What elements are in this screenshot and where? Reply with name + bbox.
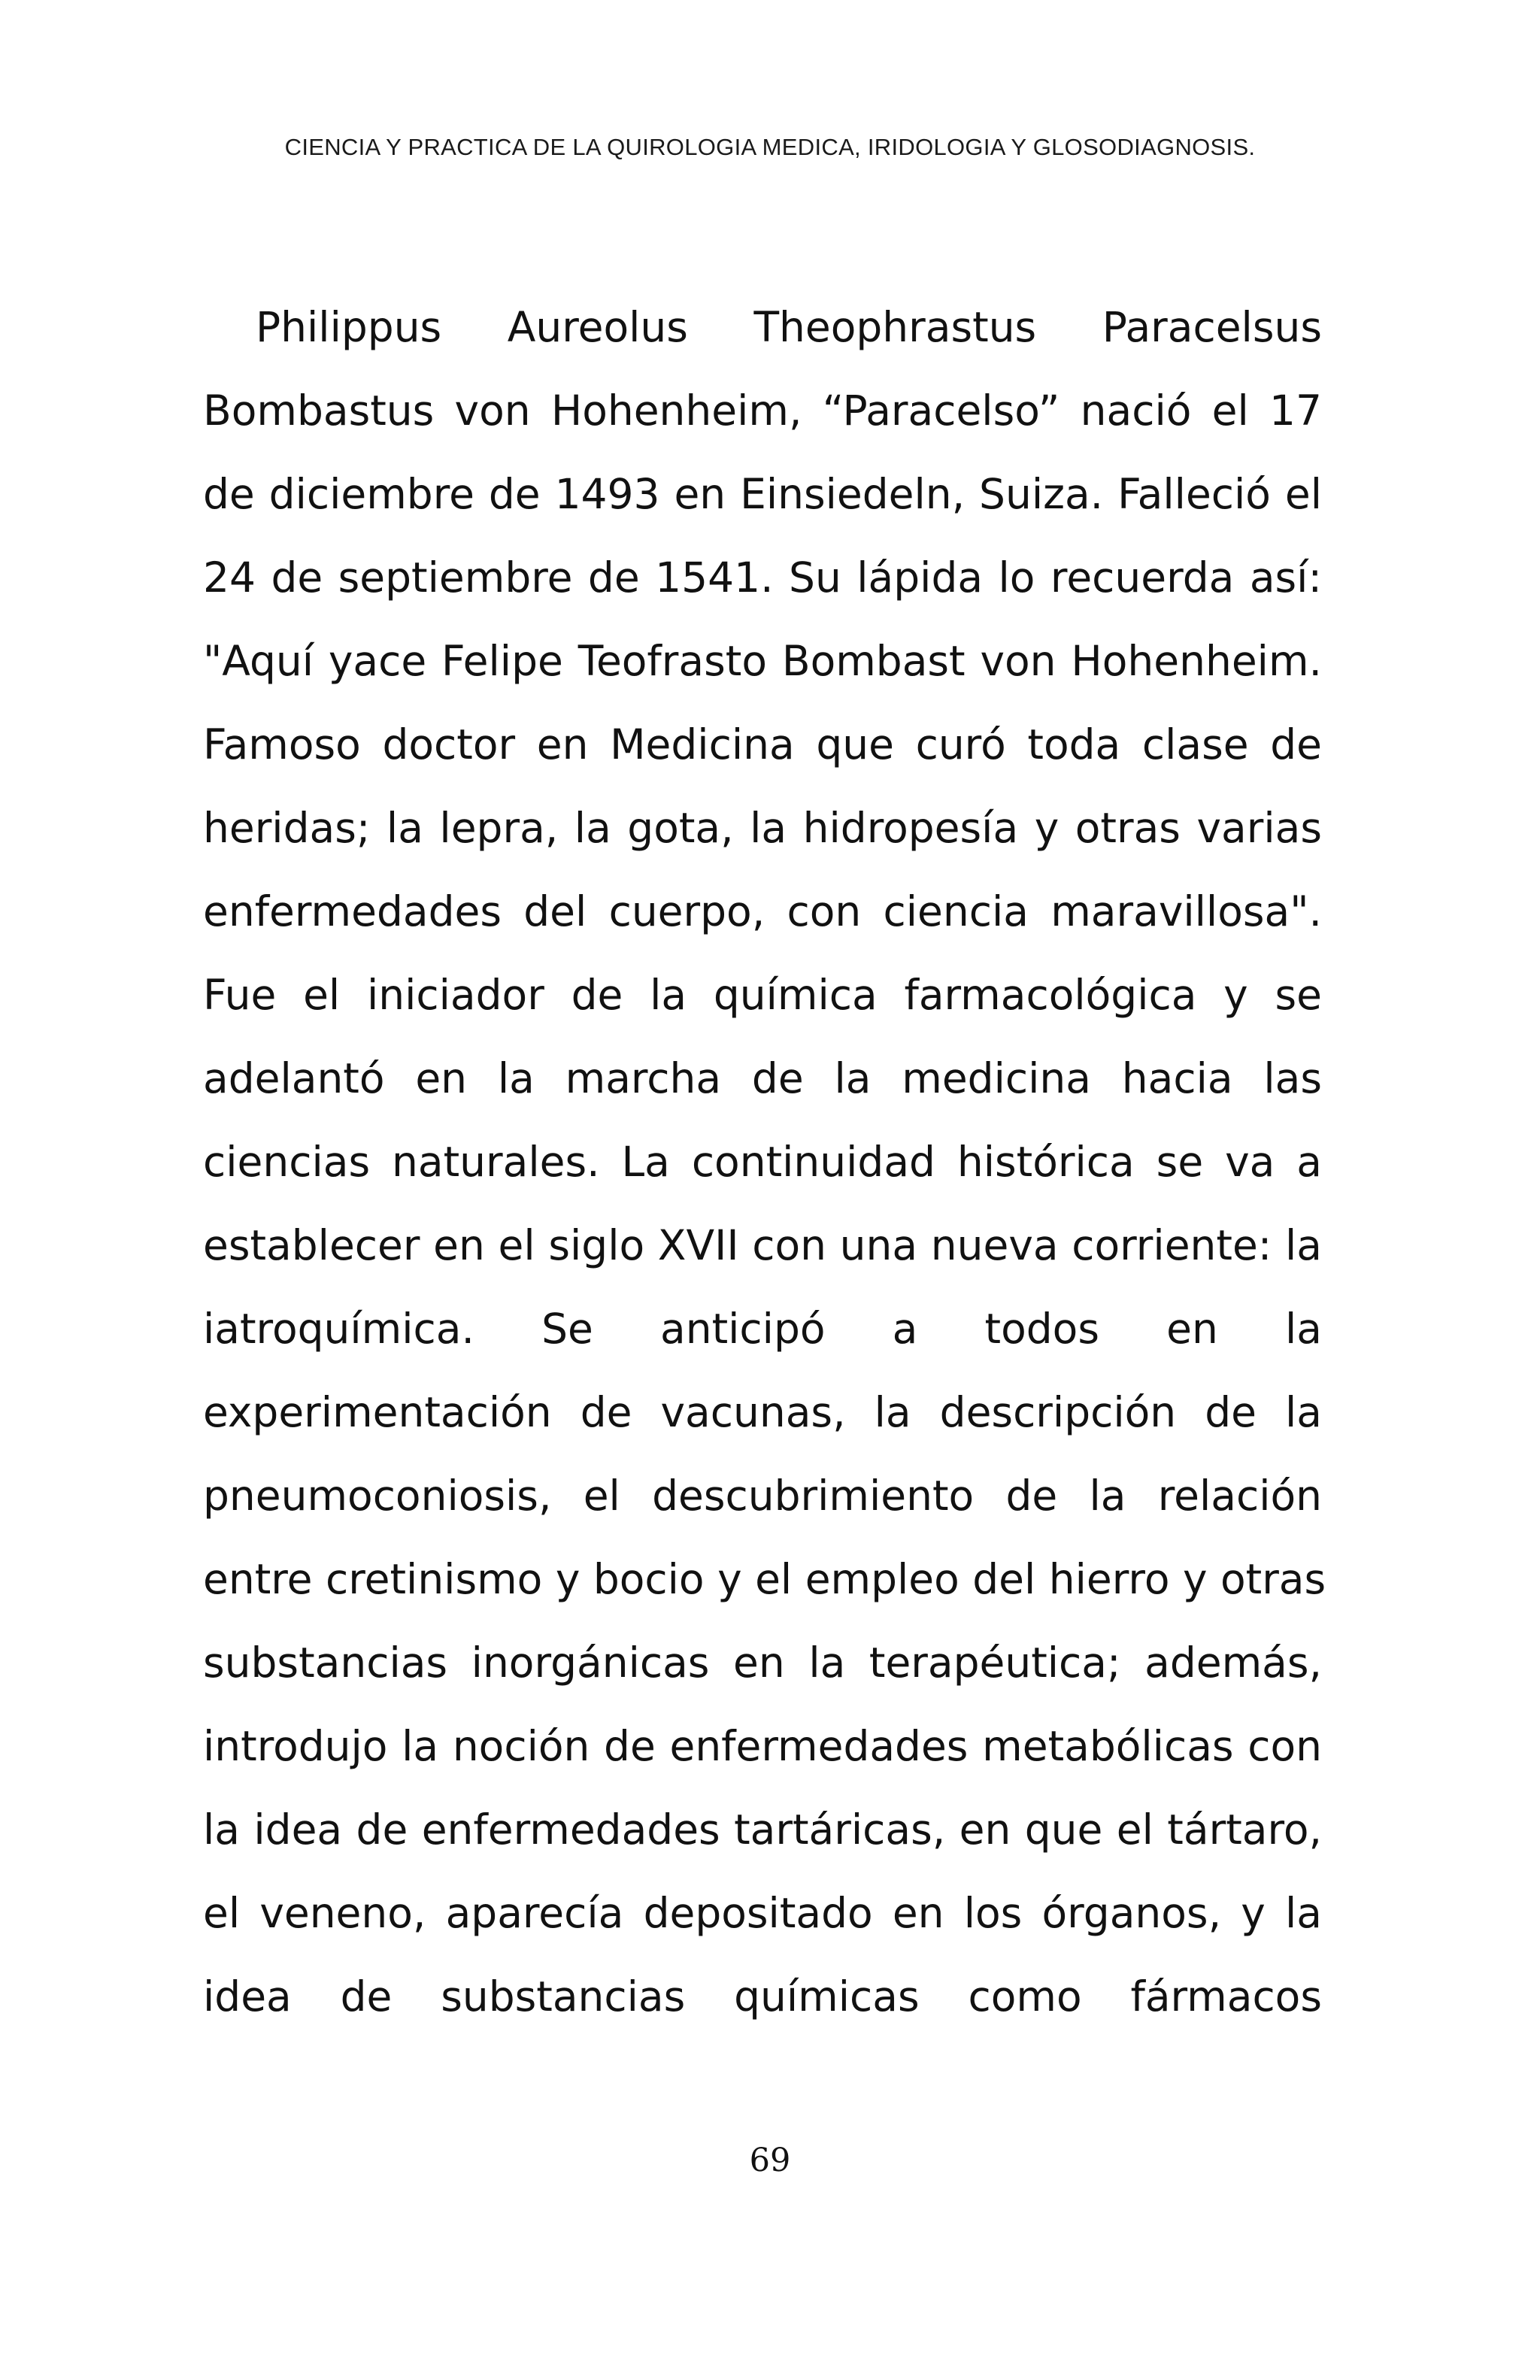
body-paragraph <box>203 286 1326 2039</box>
text-line: entre cretinismo y bocio y el empleo del hierro y otras <box>203 1555 1326 1603</box>
text-line: heridas; la lepra, la gota, la hidropesía y otras varias <box>203 804 1322 852</box>
text-line: enfermedades del cuerpo, con ciencia maravillosa". <box>203 887 1322 935</box>
text-line: la idea de enfermedades tartáricas, en que el tártaro, <box>203 1805 1322 1854</box>
text-line: iatroquímica. Se anticipó a todos en la <box>203 1305 1322 1353</box>
text-line: substancias inorgánicas en la terapéutica; además, <box>203 1639 1322 1687</box>
text-line: introdujo la noción de enfermedades metabólicas con <box>203 1722 1322 1770</box>
text-line: experimentación de vacunas, la descripción de la <box>203 1388 1322 1436</box>
text-line: 24 de septiembre de 1541. Su lápida lo recuerda así: <box>203 553 1322 602</box>
text-line: Bombastus von Hohenheim, “Paracelso” nació el 17 <box>203 387 1322 435</box>
text-line: Famoso doctor en Medicina que curó toda clase de <box>203 720 1322 769</box>
text-line: Fue el iniciador de la química farmacológica y se <box>203 971 1322 1019</box>
running-header: CIENCIA Y PRACTICA DE LA QUIROLOGIA MEDICA, IRIDOLOGIA Y GLOSODIAGNOSIS. <box>284 134 1256 160</box>
text-line: el veneno, aparecía depositado en los órganos, y la <box>203 1889 1322 1937</box>
text-line: idea de substancias químicas como fármacos <box>203 1972 1322 2021</box>
text-line: pneumoconiosis, el descubrimiento de la relación <box>203 1472 1322 1520</box>
text-line: de diciembre de 1493 en Einsiedeln, Suiza. Falleció el <box>203 470 1322 518</box>
page-number: 69 <box>749 2142 791 2179</box>
text-line: adelantó en la marcha de la medicina hacia las <box>203 1054 1322 1102</box>
text-line: "Aquí yace Felipe Teofrasto Bombast von Hohenheim. <box>203 637 1322 685</box>
text-line: establecer en el siglo XVII con una nueva corriente: la <box>203 1221 1322 1269</box>
text-line: Philippus Aureolus Theophrastus Paracelsus <box>256 303 1322 351</box>
text-line: ciencias naturales. La continuidad histórica se va a <box>203 1138 1322 1186</box>
